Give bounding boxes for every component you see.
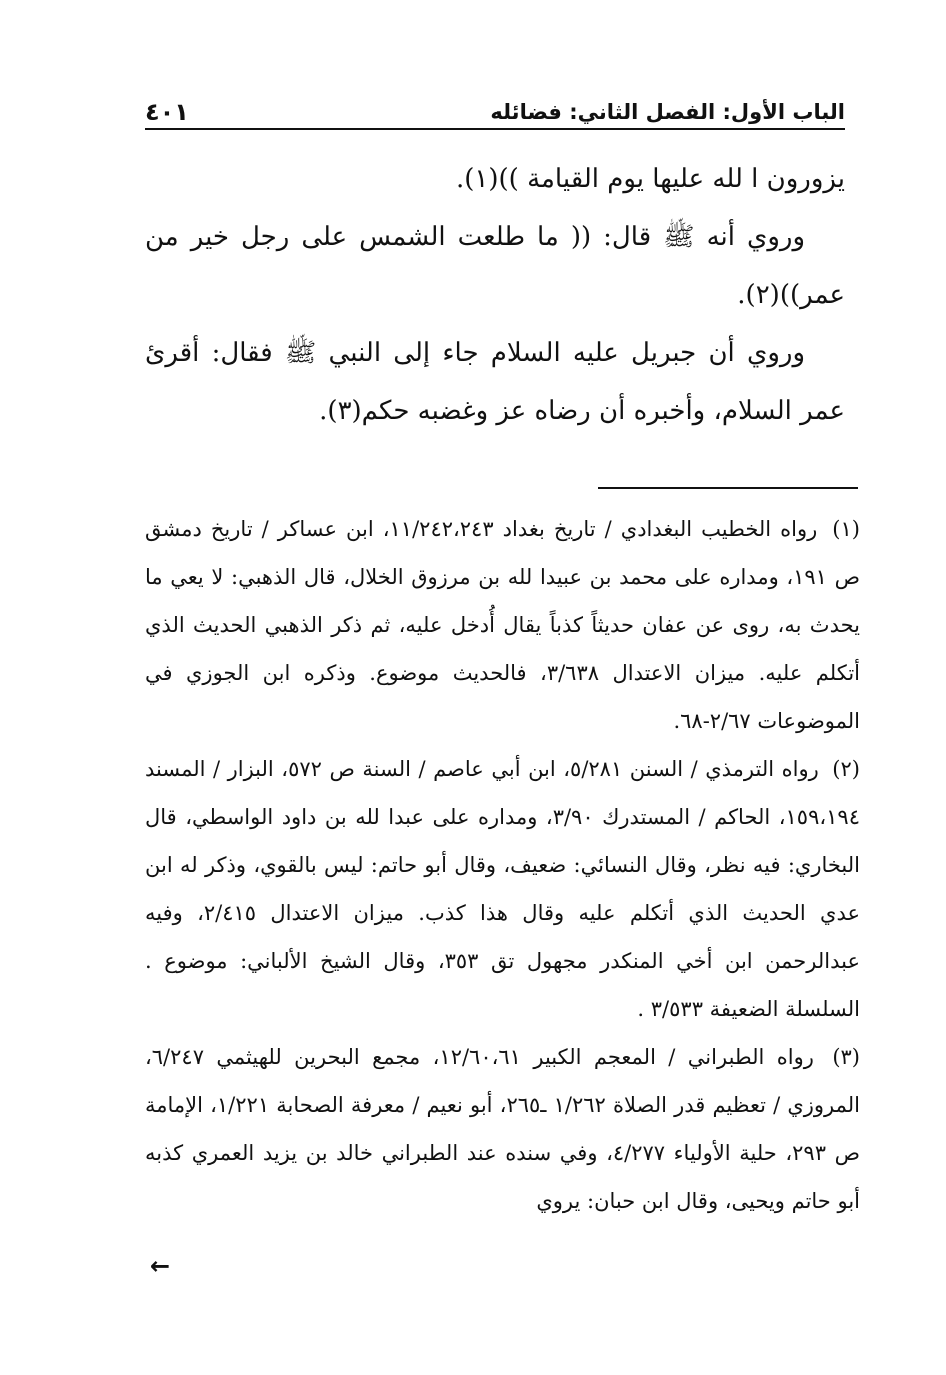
main-text	[145, 150, 845, 440]
footnote-item	[145, 1033, 860, 1225]
footnote-text: رواه الطبراني / المعجم الكبير ١٢/٦٠،٦١، مجمع البحرين للهيثمي ٦/٢٤٧، المروزي / تعظيم قدر الصلاة ١/٢٦٢ ـ٢٦٥، أبو نعيم / معرفة الصحابة ١/٢٢١، الإمامة ص ٢٩٣، حلية الأولياء ٤/٢٧٧، وفي سنده عند الطبراني خالد بن يزيد العمري كذبه أبو حاتم ويحيى، وقال ابن حبان: يروي	[145, 1045, 861, 1213]
footnote-separator	[598, 487, 858, 489]
footnote-item	[145, 505, 860, 745]
page-number: ٤٠١	[145, 98, 189, 126]
paragraph: وروي أنه ﷺ قال: (( ما طلعت الشمس على رجل خير من عمر))(٢).	[145, 222, 845, 310]
footnote-number: (٢)	[832, 757, 860, 781]
footnote-text: رواه الترمذي / السنن ٥/٢٨١، ابن أبي عاصم / السنة ص ٥٧٢، البزار / المسند ١٥٩،١٩٤، الحاكم / المستدرك ٣/٩٠، ومداره على عبدا لله بن داود الواسطي، قال البخاري: فيه نظر، وقال النسائي: ضعيف، وقال أبو حاتم: ليس بالقوي، وذكر له ابن عدي الحديث الذي أتكلم عليه وقال هذا كذب. ميزان الاعتدال ٢/٤١٥، وفيه عبدالرحمن ابن أخي المنكدر مجهول تق ٣٥٣، وقال الشيخ الألباني: موضوع . السلسلة الضعيفة ٣/٥٣٣ .	[145, 757, 861, 1021]
paragraph: وروي أن جبريل عليه السلام جاء إلى النبي ﷺ فقال: أقرئ عمر السلام، وأخبره أن رضاه عز وغضبه حكم(٣).	[145, 338, 845, 426]
footnote-text: رواه الخطيب البغدادي / تاريخ بغداد ١١/٢٤٢،٢٤٣، ابن عساكر / تاريخ دمشق ص ١٩١، ومداره على محمد بن عبيدا لله بن مرزوق الخلال، قال الذهبي: لا يعي ما يحدث به، روى عن عفان حديثاً كذباً يقال أُدخل عليه، ثم ذكر الذهبي الحديث الذي أتكلم عليه. ميزان الاعتدال ٣/٦٣٨، فالحديث موضوع. وذكره ابن الجوزي في الموضوعات ٢/٦٧-٦٨.	[145, 517, 860, 733]
footnotes	[145, 505, 860, 1225]
footnote-number: (٣)	[832, 1045, 860, 1069]
page-header	[145, 92, 845, 130]
footnote-item	[145, 745, 860, 1033]
footnote-number: (١)	[832, 517, 860, 541]
paragraph: يزورون ا لله عليها يوم القيامة ))(١).	[455, 164, 845, 194]
continuation-arrow-icon: ←	[150, 1252, 171, 1280]
running-title: الباب الأول: الفصل الثاني: فضائله	[490, 100, 845, 124]
